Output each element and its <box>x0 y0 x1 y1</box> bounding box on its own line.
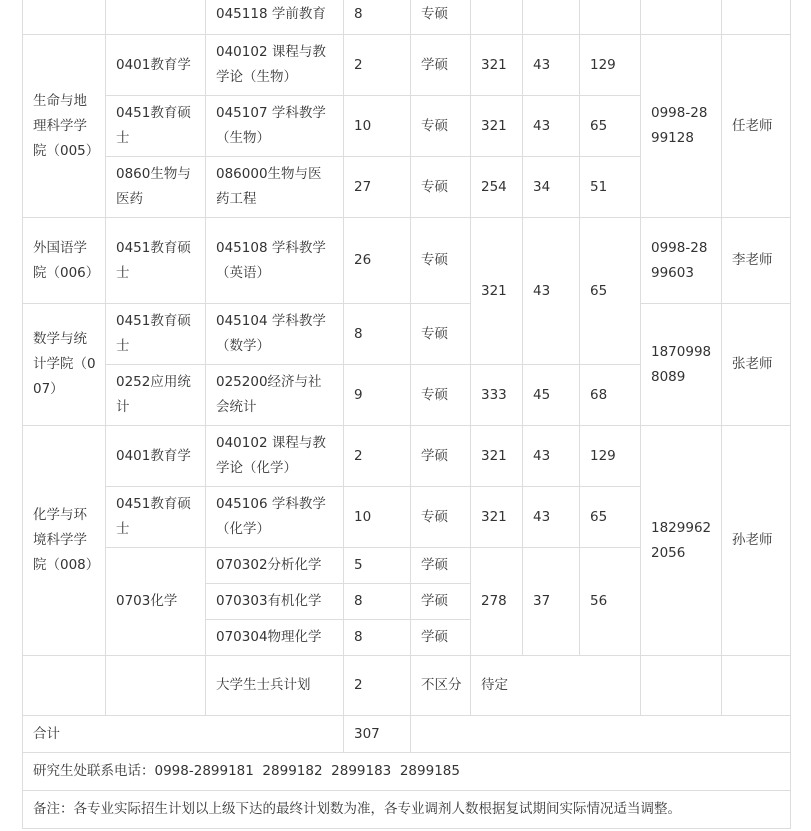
cell-score-a: 43 <box>523 96 580 157</box>
remarks-note: 备注：各专业实际招生计划以上级下达的最终计划数为准，各专业调剂人数根据复试期间实际情况适当调整。 <box>23 791 791 829</box>
cell-type: 专硕 <box>411 304 471 365</box>
cell-major: 045108 学科教学（英语） <box>206 218 344 304</box>
cell-college <box>23 0 106 35</box>
cell-first-discipline <box>106 0 206 35</box>
cell-type: 学硕 <box>411 584 471 620</box>
cell-major: 045107 学科教学（生物） <box>206 96 344 157</box>
cell-major: 040102 课程与教学论（生物） <box>206 35 344 96</box>
cell-score-total: 待定 <box>471 656 641 716</box>
contact-phone: 研究生处联系电话：0998-2899181 2899182 2899183 2899185 <box>23 753 791 791</box>
cell-major: 086000生物与医药工程 <box>206 157 344 218</box>
cell-score-a: 43 <box>523 35 580 96</box>
cell-score-total: 333 <box>471 365 523 426</box>
cell-count: 8 <box>344 620 411 656</box>
cell-score-total: 321 <box>471 487 523 548</box>
contact-row <box>23 753 791 791</box>
cell-type: 学硕 <box>411 620 471 656</box>
cell-first-discipline: 0451教育硕士 <box>106 218 206 304</box>
cell-college: 数学与统计学院（007） <box>23 304 106 426</box>
cell-college: 化学与环境科学学院（008） <box>23 426 106 656</box>
total-label: 合计 <box>23 716 344 753</box>
cell-count: 2 <box>344 656 411 716</box>
cell-score-total <box>471 0 523 35</box>
cell-phone: 18709988089 <box>641 304 722 426</box>
admissions-table <box>22 0 791 829</box>
cell-first-discipline <box>106 656 206 716</box>
cell-phone <box>641 656 722 716</box>
cell-teacher <box>722 0 791 35</box>
cell-first-discipline: 0860生物与医药 <box>106 157 206 218</box>
cell-college: 生命与地理科学学院（005） <box>23 35 106 218</box>
cell-major: 045106 学科教学（化学） <box>206 487 344 548</box>
cell-teacher <box>722 656 791 716</box>
cell-major: 070302分析化学 <box>206 548 344 584</box>
cell-type: 学硕 <box>411 426 471 487</box>
cell-major: 070304物理化学 <box>206 620 344 656</box>
table-row <box>23 0 791 35</box>
cell-count: 8 <box>344 0 411 35</box>
cell-score-b: 129 <box>580 426 641 487</box>
cell-score-a: 45 <box>523 365 580 426</box>
cell-count: 10 <box>344 487 411 548</box>
cell-type: 不区分 <box>411 656 471 716</box>
total-blank <box>411 716 791 753</box>
cell-first-discipline: 0401教育学 <box>106 35 206 96</box>
cell-first-discipline: 0401教育学 <box>106 426 206 487</box>
cell-score-total: 321 <box>471 35 523 96</box>
cell-score-b: 56 <box>580 548 641 656</box>
cell-score-b: 65 <box>580 96 641 157</box>
cell-score-a: 43 <box>523 487 580 548</box>
table-row <box>23 304 791 365</box>
cell-major: 025200经济与社会统计 <box>206 365 344 426</box>
cell-count: 10 <box>344 96 411 157</box>
cell-count: 8 <box>344 304 411 365</box>
cell-first-discipline: 0451教育硕士 <box>106 96 206 157</box>
cell-score-b <box>580 0 641 35</box>
cell-phone <box>641 0 722 35</box>
cell-first-discipline: 0451教育硕士 <box>106 487 206 548</box>
cell-major: 040102 课程与教学论（化学） <box>206 426 344 487</box>
cell-count: 27 <box>344 157 411 218</box>
cell-college <box>23 656 106 716</box>
cell-score-total: 254 <box>471 157 523 218</box>
cell-major: 045104 学科教学（数学） <box>206 304 344 365</box>
table-row <box>23 218 791 304</box>
cell-score-b: 51 <box>580 157 641 218</box>
cell-teacher: 张老师 <box>722 304 791 426</box>
cell-score-b: 65 <box>580 218 641 365</box>
total-value: 307 <box>344 716 411 753</box>
cell-type: 学硕 <box>411 548 471 584</box>
cell-count: 2 <box>344 35 411 96</box>
cell-teacher: 任老师 <box>722 35 791 218</box>
cell-count: 5 <box>344 548 411 584</box>
cell-score-a: 37 <box>523 548 580 656</box>
cell-phone: 0998-2899128 <box>641 35 722 218</box>
cell-count: 8 <box>344 584 411 620</box>
cell-phone: 18299622056 <box>641 426 722 656</box>
cell-score-total: 321 <box>471 96 523 157</box>
cell-type: 专硕 <box>411 96 471 157</box>
cell-first-discipline: 0252应用统计 <box>106 365 206 426</box>
cell-phone: 0998-2899603 <box>641 218 722 304</box>
cell-score-a: 34 <box>523 157 580 218</box>
cell-score-a: 43 <box>523 218 580 365</box>
cell-count: 2 <box>344 426 411 487</box>
cell-first-discipline: 0451教育硕士 <box>106 304 206 365</box>
table-row <box>23 426 791 487</box>
cell-type: 专硕 <box>411 157 471 218</box>
cell-type: 专硕 <box>411 0 471 35</box>
cell-type: 专硕 <box>411 365 471 426</box>
cell-college: 外国语学院（006） <box>23 218 106 304</box>
cell-score-b: 65 <box>580 487 641 548</box>
cell-count: 26 <box>344 218 411 304</box>
cell-score-total: 278 <box>471 548 523 656</box>
table-row <box>23 35 791 96</box>
cell-type: 专硕 <box>411 487 471 548</box>
cell-score-a <box>523 0 580 35</box>
cell-major: 大学生士兵计划 <box>206 656 344 716</box>
cell-score-b: 68 <box>580 365 641 426</box>
cell-score-total: 321 <box>471 426 523 487</box>
cell-first-discipline: 0703化学 <box>106 548 206 656</box>
cell-score-total: 321 <box>471 218 523 365</box>
cell-teacher: 李老师 <box>722 218 791 304</box>
cell-type: 学硕 <box>411 35 471 96</box>
cell-major: 070303有机化学 <box>206 584 344 620</box>
cell-type: 专硕 <box>411 218 471 304</box>
cell-teacher: 孙老师 <box>722 426 791 656</box>
cell-score-b: 129 <box>580 35 641 96</box>
cell-major: 045118 学前教育 <box>206 0 344 35</box>
table-row <box>23 656 791 716</box>
cell-count: 9 <box>344 365 411 426</box>
note-row <box>23 791 791 829</box>
cell-score-a: 43 <box>523 426 580 487</box>
total-row <box>23 716 791 753</box>
